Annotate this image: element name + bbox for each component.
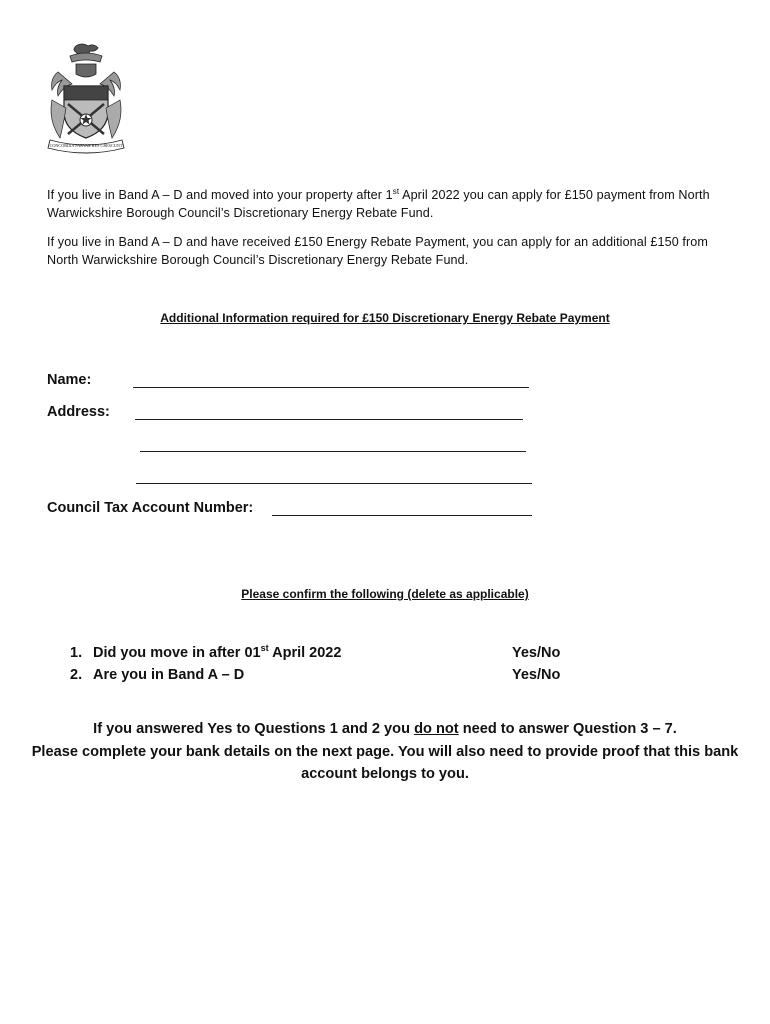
question-2-number: 2. xyxy=(70,667,83,683)
note-do-not: do not xyxy=(414,721,459,737)
address-input-line-2[interactable] xyxy=(140,451,526,452)
note-line1-before: If you answered Yes to Questions 1 and 2 you xyxy=(93,721,415,737)
question-1-number: 1. xyxy=(70,645,83,661)
instruction-note xyxy=(30,718,740,786)
question-1-text-after: April 2022 xyxy=(268,645,342,661)
intro-p1-sup: st xyxy=(392,186,400,196)
intro-paragraph-1 xyxy=(47,186,737,222)
note-line2: Please complete your bank details on the next page. You will also need to provide proof that this bank account belongs to you. xyxy=(31,743,739,782)
question-2-text: Are you in Band A – D xyxy=(93,667,245,683)
address-input-line-1[interactable] xyxy=(135,419,523,420)
intro-p1-before: If you live in Band A – D and moved into your property after 1 xyxy=(47,188,393,202)
council-tax-account-input-line[interactable] xyxy=(272,515,532,516)
address-input-line-3[interactable] xyxy=(136,483,532,484)
question-1-text-before: Did you move in after 01 xyxy=(93,645,261,661)
question-2-answer[interactable]: Yes/No xyxy=(512,667,561,683)
intro-p1-after: April 2022 you can apply for £150 payment from North Warwickshire Borough Council’s Discretionary Energy Rebate Fund. xyxy=(47,188,710,220)
question-1-text xyxy=(93,645,341,661)
council-tax-account-label: Council Tax Account Number: xyxy=(47,500,254,516)
question-1-answer[interactable]: Yes/No xyxy=(512,645,561,661)
crest-motto: CONCORDIA PARVAE RES CRESCUNT xyxy=(49,143,123,148)
confirm-heading: Please confirm the following (delete as applicable) xyxy=(241,587,529,601)
note-line1-after: need to answer Question 3 – 7. xyxy=(458,721,677,737)
name-label: Name: xyxy=(47,372,92,388)
address-label: Address: xyxy=(47,404,110,420)
intro-paragraph-2: If you live in Band A – D and have received £150 Energy Rebate Payment, you can apply for an additional £150 from North Warwickshire Borough Council’s Discretionary Energy Rebate Fund. xyxy=(47,235,708,267)
question-1-sup: st xyxy=(260,643,269,654)
council-coat-of-arms-icon xyxy=(46,42,126,154)
name-input-line[interactable] xyxy=(133,387,529,388)
section-heading: Additional Information required for £150 Discretionary Energy Rebate Payment xyxy=(160,311,610,325)
